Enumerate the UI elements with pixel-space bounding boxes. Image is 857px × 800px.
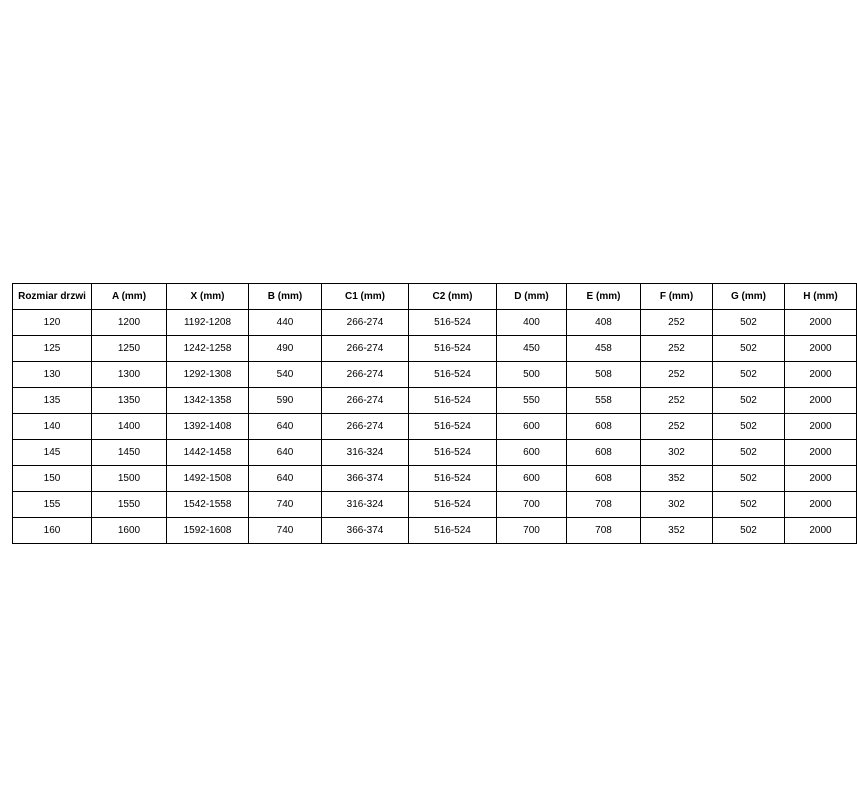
cell-b: 490	[249, 336, 322, 362]
cell-c1: 366-374	[322, 466, 409, 492]
cell-h: 2000	[785, 518, 857, 544]
cell-rozmiar-drzwi: 130	[13, 362, 92, 388]
cell-e: 708	[567, 492, 641, 518]
cell-c2: 516-524	[409, 310, 497, 336]
cell-a: 1500	[92, 466, 167, 492]
cell-c1: 316-324	[322, 440, 409, 466]
cell-e: 458	[567, 336, 641, 362]
cell-c2: 516-524	[409, 466, 497, 492]
cell-x: 1392-1408	[167, 414, 249, 440]
cell-g: 502	[713, 336, 785, 362]
cell-b: 640	[249, 466, 322, 492]
cell-f: 252	[641, 388, 713, 414]
column-header-c1: C1 (mm)	[322, 284, 409, 310]
column-header-d: D (mm)	[497, 284, 567, 310]
table-row	[13, 518, 857, 544]
cell-e: 408	[567, 310, 641, 336]
cell-b: 590	[249, 388, 322, 414]
cell-g: 502	[713, 362, 785, 388]
cell-e: 608	[567, 440, 641, 466]
cell-rozmiar-drzwi: 155	[13, 492, 92, 518]
cell-d: 700	[497, 518, 567, 544]
cell-f: 302	[641, 492, 713, 518]
cell-h: 2000	[785, 362, 857, 388]
table-row	[13, 388, 857, 414]
cell-g: 502	[713, 414, 785, 440]
table-row	[13, 466, 857, 492]
table-row	[13, 310, 857, 336]
cell-d: 400	[497, 310, 567, 336]
cell-b: 740	[249, 492, 322, 518]
cell-f: 252	[641, 414, 713, 440]
column-header-b: B (mm)	[249, 284, 322, 310]
cell-e: 608	[567, 414, 641, 440]
cell-g: 502	[713, 310, 785, 336]
cell-f: 252	[641, 310, 713, 336]
cell-c2: 516-524	[409, 414, 497, 440]
table-row	[13, 492, 857, 518]
cell-c1: 266-274	[322, 310, 409, 336]
cell-c2: 516-524	[409, 518, 497, 544]
cell-h: 2000	[785, 310, 857, 336]
cell-x: 1342-1358	[167, 388, 249, 414]
column-header-rozmiar-drzwi: Rozmiar drzwi	[13, 284, 92, 310]
cell-a: 1550	[92, 492, 167, 518]
cell-g: 502	[713, 388, 785, 414]
column-header-e: E (mm)	[567, 284, 641, 310]
cell-c2: 516-524	[409, 492, 497, 518]
table-body	[13, 310, 857, 544]
cell-d: 600	[497, 440, 567, 466]
cell-g: 502	[713, 466, 785, 492]
table-row	[13, 440, 857, 466]
table-row	[13, 362, 857, 388]
table-row	[13, 336, 857, 362]
cell-x: 1592-1608	[167, 518, 249, 544]
cell-f: 252	[641, 362, 713, 388]
cell-g: 502	[713, 518, 785, 544]
cell-h: 2000	[785, 492, 857, 518]
cell-g: 502	[713, 440, 785, 466]
cell-x: 1242-1258	[167, 336, 249, 362]
cell-c1: 266-274	[322, 388, 409, 414]
cell-d: 450	[497, 336, 567, 362]
cell-rozmiar-drzwi: 145	[13, 440, 92, 466]
cell-a: 1450	[92, 440, 167, 466]
cell-x: 1492-1508	[167, 466, 249, 492]
cell-a: 1300	[92, 362, 167, 388]
cell-a: 1400	[92, 414, 167, 440]
table-header-row	[13, 284, 857, 310]
cell-d: 600	[497, 414, 567, 440]
cell-f: 352	[641, 466, 713, 492]
cell-d: 600	[497, 466, 567, 492]
table-header	[13, 284, 857, 310]
cell-b: 540	[249, 362, 322, 388]
cell-c1: 266-274	[322, 336, 409, 362]
cell-c2: 516-524	[409, 440, 497, 466]
cell-c1: 266-274	[322, 414, 409, 440]
cell-h: 2000	[785, 336, 857, 362]
cell-a: 1200	[92, 310, 167, 336]
cell-rozmiar-drzwi: 135	[13, 388, 92, 414]
cell-d: 500	[497, 362, 567, 388]
cell-rozmiar-drzwi: 125	[13, 336, 92, 362]
cell-a: 1350	[92, 388, 167, 414]
cell-a: 1600	[92, 518, 167, 544]
cell-c2: 516-524	[409, 336, 497, 362]
column-header-a: A (mm)	[92, 284, 167, 310]
cell-a: 1250	[92, 336, 167, 362]
cell-e: 708	[567, 518, 641, 544]
cell-d: 700	[497, 492, 567, 518]
cell-d: 550	[497, 388, 567, 414]
cell-x: 1542-1558	[167, 492, 249, 518]
cell-f: 252	[641, 336, 713, 362]
cell-e: 558	[567, 388, 641, 414]
cell-c1: 366-374	[322, 518, 409, 544]
cell-c2: 516-524	[409, 362, 497, 388]
column-header-c2: C2 (mm)	[409, 284, 497, 310]
cell-f: 352	[641, 518, 713, 544]
specification-table-container	[12, 283, 838, 544]
column-header-x: X (mm)	[167, 284, 249, 310]
cell-h: 2000	[785, 466, 857, 492]
cell-b: 640	[249, 440, 322, 466]
cell-x: 1292-1308	[167, 362, 249, 388]
cell-x: 1192-1208	[167, 310, 249, 336]
door-size-specification-table	[12, 283, 857, 544]
cell-e: 608	[567, 466, 641, 492]
cell-b: 440	[249, 310, 322, 336]
cell-c2: 516-524	[409, 388, 497, 414]
cell-e: 508	[567, 362, 641, 388]
cell-rozmiar-drzwi: 120	[13, 310, 92, 336]
cell-b: 640	[249, 414, 322, 440]
cell-c1: 316-324	[322, 492, 409, 518]
cell-c1: 266-274	[322, 362, 409, 388]
cell-f: 302	[641, 440, 713, 466]
table-row	[13, 414, 857, 440]
column-header-g: G (mm)	[713, 284, 785, 310]
cell-h: 2000	[785, 440, 857, 466]
cell-h: 2000	[785, 388, 857, 414]
cell-rozmiar-drzwi: 150	[13, 466, 92, 492]
column-header-h: H (mm)	[785, 284, 857, 310]
cell-g: 502	[713, 492, 785, 518]
cell-rozmiar-drzwi: 140	[13, 414, 92, 440]
cell-x: 1442-1458	[167, 440, 249, 466]
cell-rozmiar-drzwi: 160	[13, 518, 92, 544]
cell-b: 740	[249, 518, 322, 544]
column-header-f: F (mm)	[641, 284, 713, 310]
cell-h: 2000	[785, 414, 857, 440]
